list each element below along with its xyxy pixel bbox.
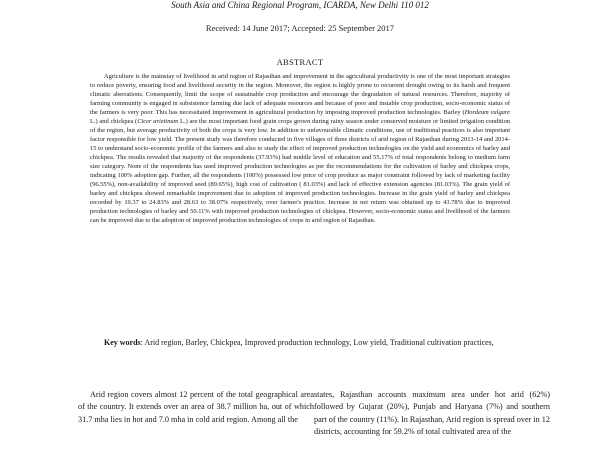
received-accepted-dates: Received: 14 June 2017; Accepted: 25 September 2017 (205, 23, 395, 33)
keywords (104, 338, 504, 349)
abstract-part-3: L.) are the most important food grain crops grown during rainy season under conserved moisture or limited irrigation condition of the region, but average productivity of both the crops is very low. In addition to unfavourable climatic conditions, use of traditional practices is also important factor responsible for low yield. The present study was therefore conducted in five villages of three districts of arid region of Rajasthan during 2013-14 and 2014-15 to understand socio-economic profile of the farmers and also to study the effect of improved production technologies on the yield and economics of barley and chickpea. The results revealed that majority of the respondents (37.93%) had middle level of education and 55.17% of total respondents belong to medium farm size category. None of the respondents has used improved production technologies as per the recommendations for the cultivation of barley and chickpea crops, indicating 100% adoption gap. Further, all the respondents (100%) possessed low price of crop produce as major constraint followed by lack of marketing facility (96.55%), non-availability of improved seed (89.65%), high cost of cultivation ( 81.03%) and lack of effective extension agencies (81.03%). The grain yield of barley and chickpea showed remarkable improvement due to adoption of improved production technologies. Increase in the grain yield of barley and chickpea recorded by 19.37 to 24.83% and 28.63 to 38.07% respectively, over farmer's practice. Increase in net return was obtained up to 43.78% due to improved production technologies of barley and 50.11% with improved production technologies of chickpea. However, socio-economic status and livelihood of the farmers can be improved due to the adoption of improved production technologies of crops in arid region of Rajasthan. (90, 118, 511, 224)
author-affiliation: South Asia and China Regional Program, ICARDA, New Delhi 110 012 (171, 0, 429, 10)
body-right-column: states, Rajasthan accounts maximum area under hot arid (62%) followed by Gujarat (20%), Punjab and Haryana (7%) and southern part of the country (11%). In Rajasthan, Arid region is spread over in 12 districts, accounting for 59.2% of total cultivated area of the (314, 390, 550, 437)
abstract-heading: ABSTRACT (276, 57, 324, 67)
chickpea-scientific-name: Cicer arietinum (137, 118, 179, 125)
keywords-text: : Arid region, Barley, Chickpea, Improved production technology, Low yield, Traditional cultivation practices, (140, 338, 494, 347)
keywords-label: Key words (104, 338, 141, 347)
abstract-text (90, 72, 510, 225)
body-left-column: Arid region covers almost 12 percent of the total geographical area of the country. It extends over an area of 38.7 million ha, out of which 31.7 mha lies in hot and 7.0 mha in cold arid region. Among all the (78, 390, 314, 424)
barley-scientific-name: Hordeum vulgare (464, 109, 510, 116)
abstract-part-2: L.) and chickpea ( (90, 118, 138, 125)
abstract-part-1: Agriculture is the mainstay of livelihood in arid region of Rajasthan and improvement in the agricultural productivity is one of the most important strategies to reduce poverty, ensuring food and livelihood security in the region. Moreover, the region is highly prone to recurrent drought owing to its harsh and frequent climatic aberrations. Consequently, limit the scope of sustainable crop production and encourage the degradation of natural resources. Therefore, majority of farming community is engaged in subsistence farming due lack of adequate resources and because of poor and instable crop production, socio-economic status of the farmers is very poor. This has necessitated improvement in agricultural production by imposing improved production technologies. Barley ( (90, 73, 510, 116)
